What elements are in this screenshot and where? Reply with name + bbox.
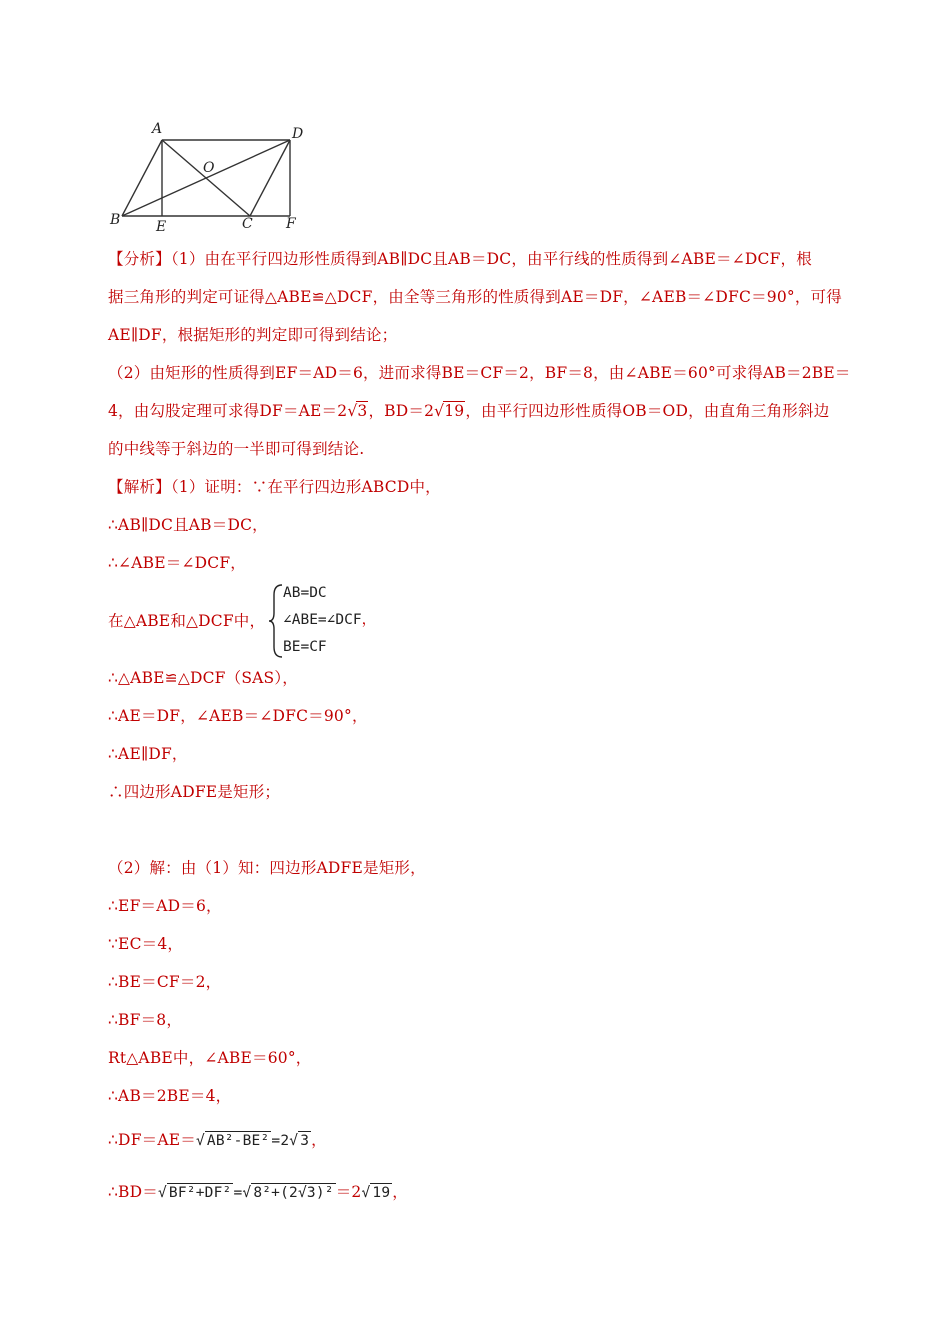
sqrt-symbol: √ [195,1133,205,1149]
label-D: D [292,126,304,142]
sqrt-symbol: √ [289,1133,299,1149]
geometry-figure [100,118,320,243]
solution-text: （1）证明：∵在平行四边形ABCD中， [170,478,441,496]
analysis-text: 4，由勾股定理可求得DF＝AE＝2 [108,402,348,420]
solution-line-6: ∴AE＝DF，∠AEB＝∠DFC＝90°， [108,707,368,725]
label-E: E [156,219,167,235]
solution-line-10: ∴EF＝AD＝6， [108,897,222,915]
sqrt-symbol: √ [361,1185,371,1201]
analysis-line-6: 的中线等于斜边的一半即可得到结论. [108,440,365,458]
solution-line-2: ∴AB∥DC且AB＝DC， [108,516,268,534]
solution-line-11: ∵EC＝4， [108,935,184,953]
solution-line-13: ∴BF＝8， [108,1011,183,1029]
solution-text: ∴DF＝AE＝ [108,1131,196,1149]
solution-line-14: Rt△ABE中，∠ABE＝60°， [108,1049,312,1067]
system-comma: ， [361,612,377,628]
sqrt-symbol: √ [157,1185,167,1201]
analysis-line-1 [108,240,868,278]
label-A: A [152,121,163,137]
solution-line-9: （2）解：由（1）知：四边形ADFE是矩形， [108,859,426,877]
analysis-text: ，由平行四边形性质得OB＝OD，由直角三角形斜边 [465,402,830,420]
radicand: 19 [444,402,465,420]
system-row-2 [283,607,376,634]
segment-DC [250,140,290,216]
system-row-1: AB=DC [283,585,327,601]
label-B: B [110,212,121,228]
analysis-line-2: 据三角形的判定可证得△ABE≌△DCF，由全等三角形的性质得到AE＝DF，∠AEB＝∠DFC＝90°，可得 [108,288,842,306]
brace-icon [268,583,284,659]
solution-line-7: ∴AE∥DF， [108,745,188,763]
solution-line-15: ∴AB＝2BE＝4， [108,1087,232,1105]
radicand: 8²+(2√3)² [253,1185,334,1201]
sqrt-symbol: √ [434,402,445,420]
equation-system [283,580,376,661]
comma-text: ， [392,1183,408,1201]
radicand: 3 [300,1133,310,1149]
system-row-3: BE=CF [283,639,327,655]
solution-line-8: ∴四边形ADFE是矩形； [108,783,281,801]
equals-text: ＝2 [335,1183,362,1201]
solution-line-17 [108,1173,868,1212]
radicand: AB²-BE² [206,1133,270,1149]
sqrt-symbol: √ [242,1185,252,1201]
radicand: 19 [372,1185,391,1201]
solution-line-12: ∴BE＝CF＝2， [108,973,222,991]
radicand: BF²+DF² [168,1185,232,1201]
analysis-text: （1）由在平行四边形性质得到AB∥DC且AB＝DC，由平行线的性质得到∠ABE＝∠DCF，根 [170,250,812,268]
segment-BD [122,140,290,216]
analysis-text: ，BD＝2 [368,402,435,420]
radicand: 3 [357,402,368,420]
system-row-2-text: ∠ABE=∠DCF [283,612,362,628]
sqrt-symbol: √ [347,402,358,420]
analysis-line-5 [108,392,868,430]
solution-line-5: ∴△ABE≌△DCF（SAS）， [108,669,299,687]
label-F: F [286,216,296,232]
analysis-tag: 【分析】 [108,250,171,268]
solution-line-4: 在△ABE和△DCF中， [108,612,266,630]
solution-line-1 [108,468,868,506]
comma-text: ， [311,1131,327,1149]
solution-line-16 [108,1121,868,1160]
solution-text: ∴BD＝ [108,1183,158,1201]
analysis-line-4: （2）由矩形的性质得到EF＝AD＝6，进而求得BE＝CF＝2，BF＝8，由∠ABE＝60°可求得AB＝2BE＝ [108,364,851,382]
solution-tag: 【解析】 [108,478,171,496]
label-C: C [242,216,253,232]
equals-text: =2 [271,1133,290,1149]
segment-AB [122,140,162,216]
solution-line-3: ∴∠ABE＝∠DCF， [108,554,246,572]
label-O: O [203,160,215,176]
analysis-line-3: AE∥DF，根据矩形的判定即可得到结论； [108,326,398,344]
equals-text: = [233,1185,243,1201]
